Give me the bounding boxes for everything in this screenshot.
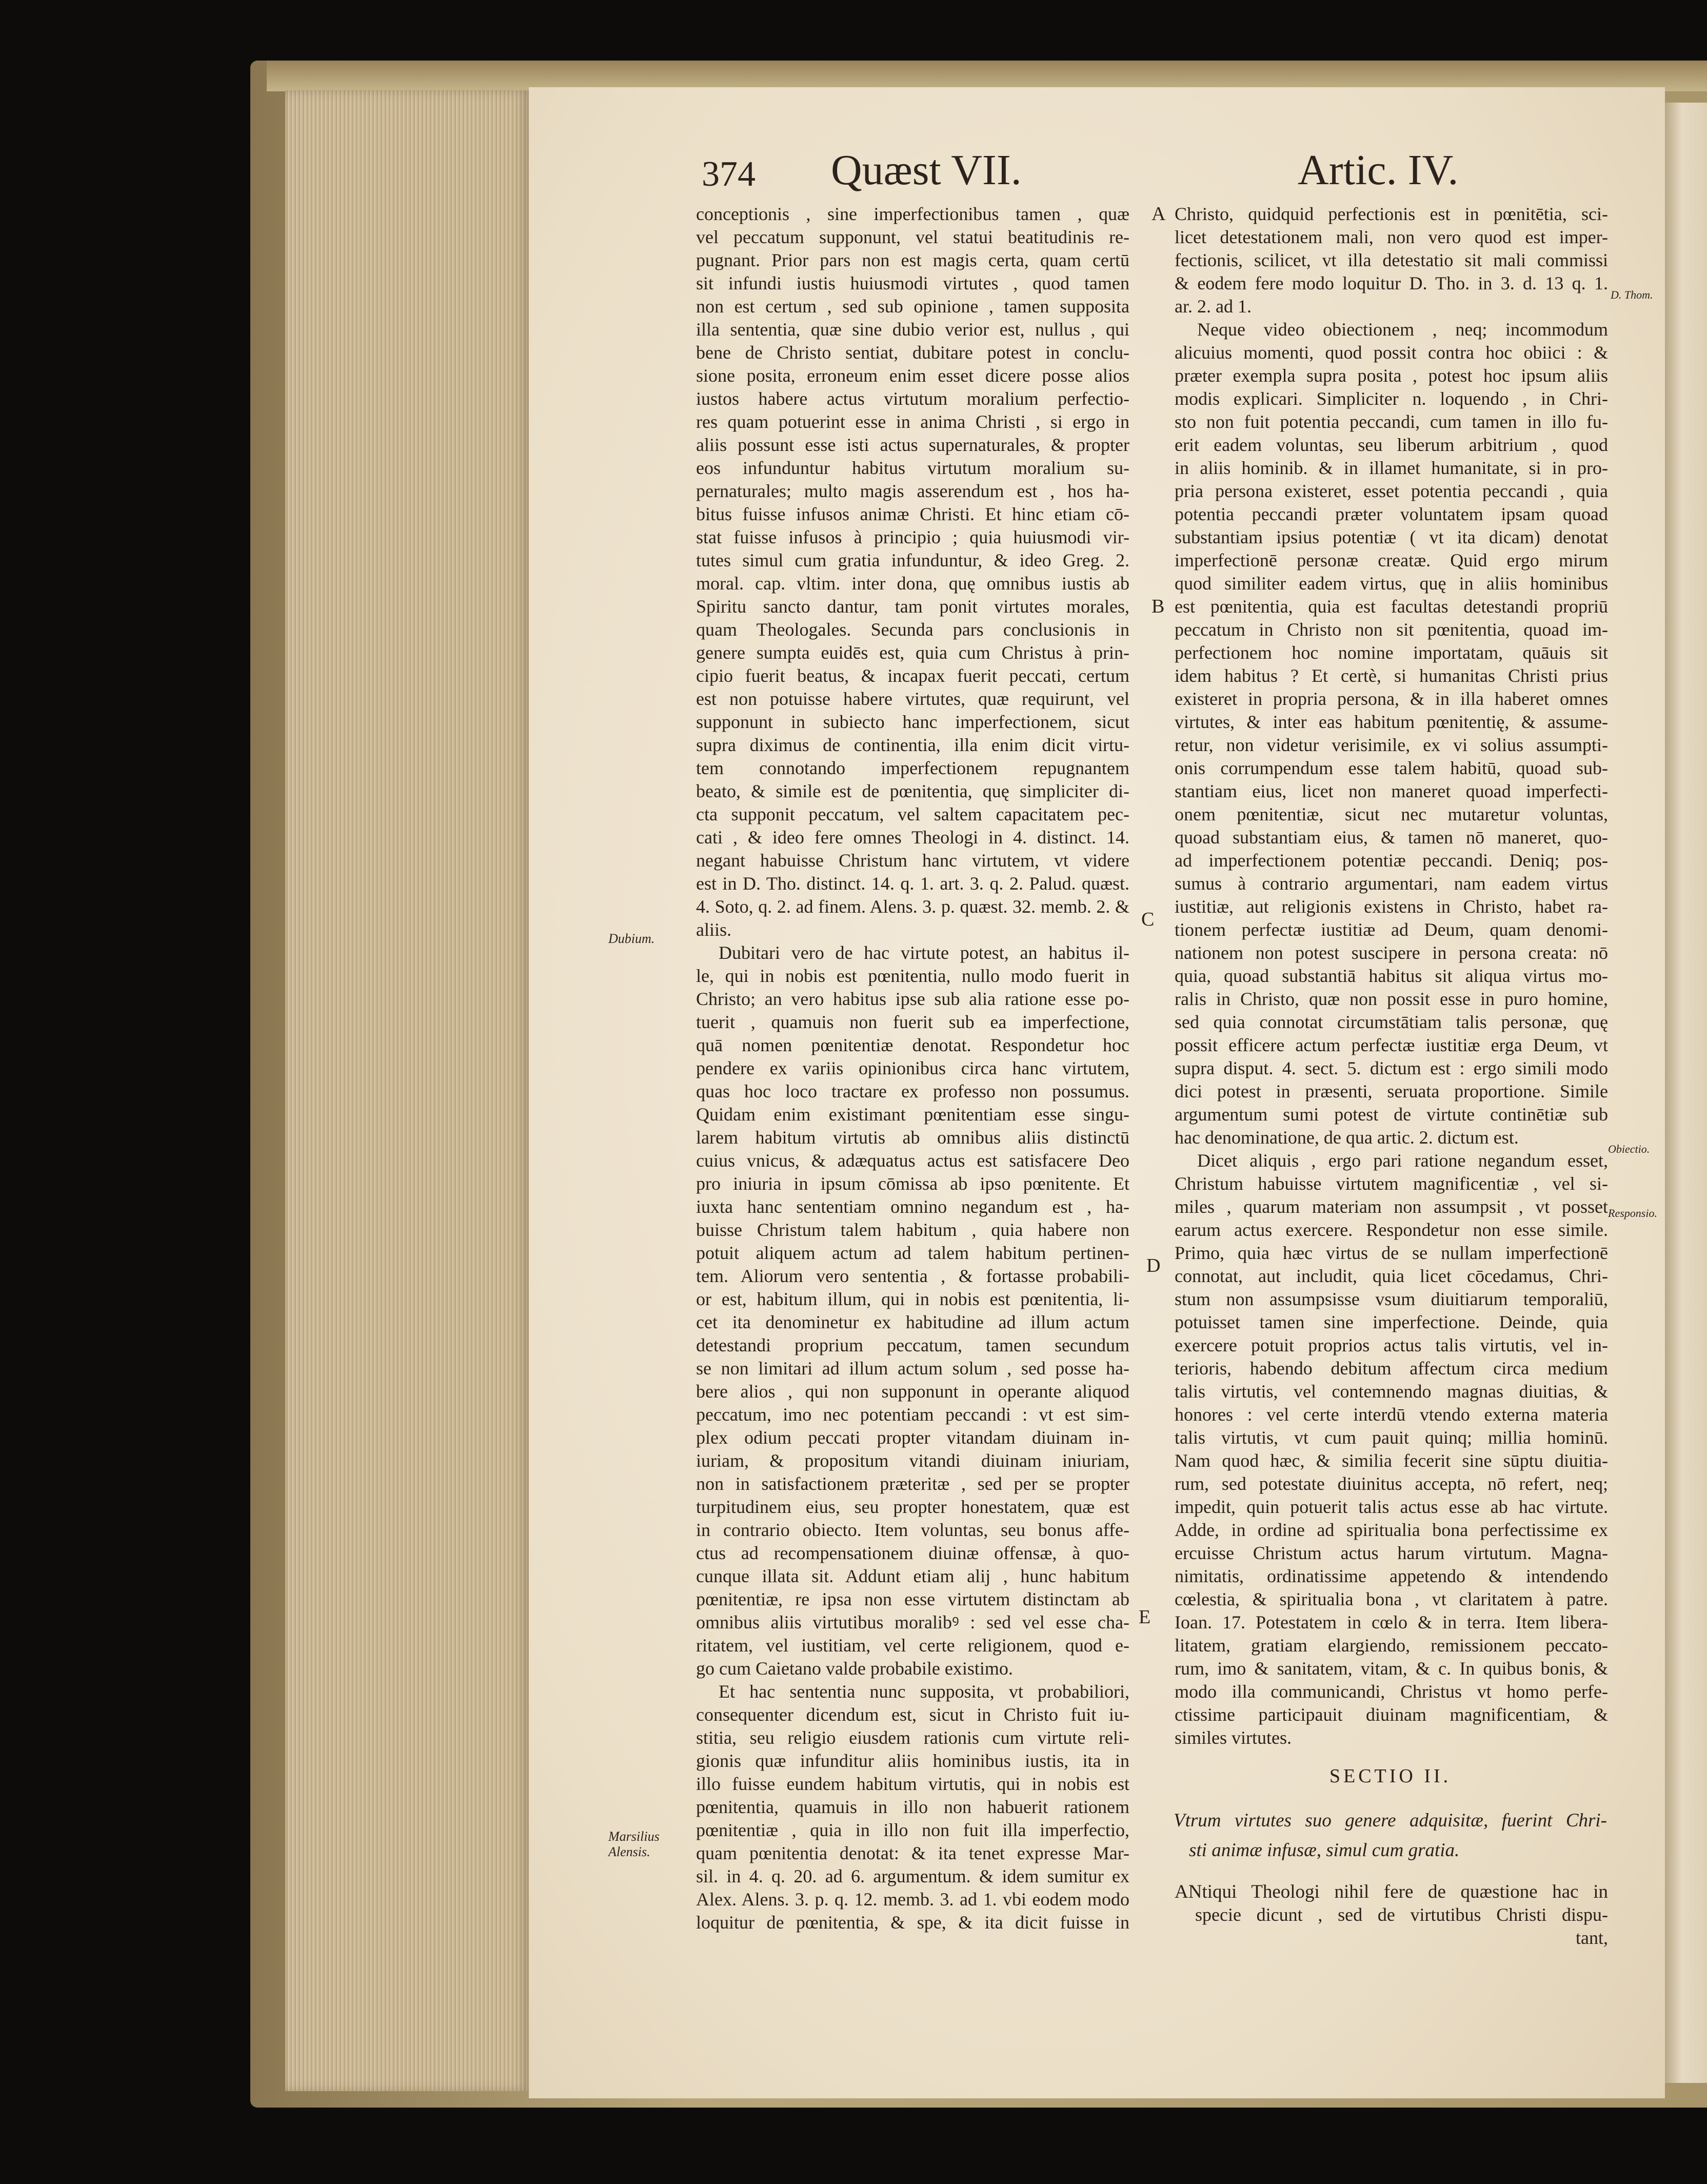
paragraph bbox=[1175, 203, 1608, 318]
text-line: earum actus exercere. Respondetur non esse simile. bbox=[1175, 1219, 1608, 1240]
section-marker-c: C bbox=[1141, 909, 1155, 930]
text-line: cta supponit peccatum, vel saltem capacitatem pec- bbox=[696, 804, 1129, 824]
text-line: fectionis, scilicet, vt illa detestatio sit mali commissi bbox=[1175, 250, 1608, 270]
paragraph bbox=[696, 941, 1129, 1680]
text-line: honores : vel certe interdū vtendo externa materia bbox=[1175, 1404, 1608, 1425]
text-line: cati , & ideo fere omnes Theologi in 4. distinct. 14. bbox=[696, 827, 1129, 848]
text-line: tem. Aliorum vero sententia , & fortasse probabili- bbox=[696, 1266, 1129, 1286]
text-line: stum non assumpsisse vsum diuitiarum temporaliū, bbox=[1175, 1289, 1608, 1309]
text-line: Christo; an vero habitus ipse sub alia ratione esse po- bbox=[696, 989, 1129, 1009]
running-head-right: Artic. IV. bbox=[1298, 146, 1459, 194]
text-line: loquitur de pœnitentia, & spe, & ita dicit fuisse in bbox=[696, 1912, 1129, 1933]
text-line: res quam potuerint esse in anima Christi , si ergo in bbox=[696, 411, 1129, 432]
text-line: cet ita denominetur ex habitudine ad illum actum bbox=[696, 1312, 1129, 1332]
section-marker-b: B bbox=[1152, 596, 1165, 617]
text-line: supponunt in subiecto hanc imperfectionem, sicut bbox=[696, 712, 1129, 732]
margin-note-obiectio: Obiectio. bbox=[1608, 1143, 1650, 1155]
text-line: Quidam enim existimant pœnitentiam esse singu- bbox=[696, 1104, 1129, 1125]
margin-note-dthom: D. Thom. bbox=[1611, 288, 1653, 301]
text-line: le, qui in nobis est pœnitentia, nullo modo fuerit in bbox=[696, 966, 1129, 986]
text-line: negant habuisse Christum hanc virtutem, vt videre bbox=[696, 850, 1129, 871]
text-line: Nam quod hæc, & similia fecerit sine sūptu diuitia- bbox=[1175, 1450, 1608, 1471]
text-line: cuius vnicus, & adæquatus actus est satisfacere Deo bbox=[696, 1150, 1129, 1171]
text-line: quas hoc loco tractare ex professo non possumus. bbox=[696, 1081, 1129, 1101]
text-line: rum, imo & sanitatem, vitam, & c. In quibus bonis, & bbox=[1175, 1658, 1608, 1679]
text-line: alicuius momenti, quod possit contra hoc obiici : & bbox=[1175, 342, 1608, 363]
margin-note-marsilius: Marsilius Alensis. bbox=[608, 1829, 660, 1859]
text-line: supra disput. 4. sect. 5. dictum est : ergo simili modo bbox=[1175, 1058, 1608, 1078]
text-line: Neque video obiectionem , neq; incommodum bbox=[1197, 319, 1608, 340]
text-line: ritatem, vel iustitiam, vel certe religionem, quod e- bbox=[696, 1635, 1129, 1656]
text-line: ar. 2. ad 1. bbox=[1175, 296, 1252, 317]
text-line: 4. Soto, q. 2. ad finem. Alens. 3. p. quæst. 32. memb. 2. & bbox=[696, 896, 1129, 917]
text-line: cunque illata sit. Addunt etiam alij , hunc habitum bbox=[696, 1566, 1129, 1586]
text-line: modo illa communicandi, Christus vt homo perfe- bbox=[1175, 1681, 1608, 1702]
text-line: eos infunduntur habitus virtutum moralium su- bbox=[696, 458, 1129, 478]
text-line: pœnitentiæ, re ipsa non esse virtutem distinctam ab bbox=[696, 1589, 1129, 1609]
text-line: ANtiqui Theologi nihil fere de quæstione hac in bbox=[1175, 1881, 1608, 1902]
text-line: hac denominatione, de qua artic. 2. dictum est. bbox=[1175, 1127, 1519, 1148]
text-line: Christo, quidquid perfectionis est in pœnitētia, sci- bbox=[1175, 204, 1608, 224]
text-line: turpitudinem eius, seu propter honestatem, quæ est bbox=[696, 1497, 1129, 1517]
text-line: quā nomen pœnitentiæ denotat. Respondetur hoc bbox=[696, 1035, 1129, 1055]
text-line: ralis in Christo, quæ non possit esse in puro homine, bbox=[1175, 989, 1608, 1009]
text-line: detestandi proprium peccatum, tamen secundum bbox=[696, 1335, 1129, 1355]
text-line: ctus ad recompensationem diuinæ offensæ, à quo- bbox=[696, 1543, 1129, 1563]
section-question-line: sti animæ infusæ, simul cum gratia. bbox=[1189, 1840, 1460, 1861]
text-line: stantiam eius, licet non maneret quoad imperfecti- bbox=[1175, 781, 1608, 801]
text-line: possit efficere actum perfectæ iustitiæ erga Deum, vt bbox=[1175, 1035, 1608, 1055]
text-line: iuriam, & propositum vitandi diuinam iniuriam, bbox=[696, 1450, 1129, 1471]
text-line: sil. in 4. q. 20. ad 6. argumentum. & idem sumitur ex bbox=[696, 1866, 1129, 1886]
text-line: pugnant. Prior pars non est magis certa, quam certū bbox=[696, 250, 1129, 270]
text-line: Dicet aliquis , ergo pari ratione negandum esset, bbox=[1197, 1150, 1608, 1171]
text-line: tant, bbox=[1576, 1927, 1608, 1948]
section-marker-a: A bbox=[1152, 203, 1166, 225]
section-marker-d: D bbox=[1146, 1255, 1161, 1276]
text-line: peccatum, imo nec potentiam peccandi : vt est sim- bbox=[696, 1404, 1129, 1425]
text-line: litatem, gratiam elargiendo, remissionem peccato- bbox=[1175, 1635, 1608, 1656]
text-line: ctissime participauit diuinam magnificentiam, & bbox=[1175, 1704, 1608, 1725]
text-line: potentia peccandi præter voluntatem ipsam quoad bbox=[1175, 504, 1608, 524]
text-line: bitus fuisse infusos animæ Christi. Et hinc etiam cō- bbox=[696, 504, 1129, 524]
text-line: ad imperfectionem potentiæ peccandi. Deniq; pos- bbox=[1175, 850, 1608, 871]
text-line: vel peccatum supponunt, vel statui beatitudinis re- bbox=[696, 227, 1129, 247]
text-line: illo fuisse eundem habitum virtutis, qui in nobis est bbox=[696, 1774, 1129, 1794]
text-line: Spiritu sancto dantur, tam ponit virtutes morales, bbox=[696, 596, 1129, 617]
text-line: sto non fuit potentia peccandi, cum tamen in illo fu- bbox=[1175, 411, 1608, 432]
text-line: nimitatis, ordinatissime appetendo & intendendo bbox=[1175, 1566, 1608, 1586]
text-line: substantiam ipsius potentiæ ( vt ita dicam) denotat bbox=[1175, 527, 1608, 547]
text-line: potuisset tamen sine imperfectione. Deinde, quia bbox=[1175, 1312, 1608, 1332]
text-line: & eodem fere modo loquitur D. Tho. in 3. d. 13 q. 1. bbox=[1175, 273, 1608, 293]
text-line: buisse Christum talem habitum , quia habere non bbox=[696, 1219, 1129, 1240]
text-line: iuxta hanc sententiam omnino negandum est , ha- bbox=[696, 1196, 1129, 1217]
paragraph bbox=[696, 1680, 1129, 1934]
text-line: onem pœnitentiæ, sicut nec mutaretur voluntas, bbox=[1175, 804, 1608, 824]
text-line: pro iniuria in ipsum cōmissa ab ipso pœnitente. Et bbox=[696, 1173, 1129, 1194]
text-line: sit infundi iustis huiusmodi virtutes , quod tamen bbox=[696, 273, 1129, 293]
text-line: Dubitari vero de hac virtute potest, an habitus il- bbox=[719, 942, 1129, 963]
text-line: virtutes, & inter eas habitum pœnitentię, & assume- bbox=[1175, 712, 1608, 732]
text-line: consequenter dicendum est, sicut in Christo fuit iu- bbox=[696, 1704, 1129, 1725]
text-line: stitia, seu religio eiusdem rationis cum virtute reli- bbox=[696, 1727, 1129, 1748]
text-line: moral. cap. vltim. inter dona, quę omnibus iustis ab bbox=[696, 573, 1129, 594]
text-line: est in D. Tho. distinct. 14. q. 1. art. 3. q. 2. Palud. quæst. bbox=[696, 873, 1129, 894]
text-line: aliis. bbox=[696, 919, 731, 940]
text-line: similes virtutes. bbox=[1175, 1727, 1292, 1748]
text-line: ercuisse Christum actus harum virtutum. Magna- bbox=[1175, 1543, 1608, 1563]
text-line: talis virtutis, vel contemnendo magnas diuitias, & bbox=[1175, 1381, 1608, 1402]
paragraph bbox=[696, 203, 1129, 941]
text-line: se non limitari ad illum actum solum , sed posse ha- bbox=[696, 1358, 1129, 1379]
text-line: iustitiæ, aut religionis existens in Christo, habet ra- bbox=[1175, 896, 1608, 917]
section-heading: SECTIO II. bbox=[1329, 1765, 1452, 1787]
text-line: sumus à contrario argumentari, nam eadem virtus bbox=[1175, 873, 1608, 894]
text-line: non in satisfactionem præteritæ , sed per se propter bbox=[696, 1473, 1129, 1494]
text-line: pœnitentiæ , quia in illo non fuit illa imperfectio, bbox=[696, 1820, 1129, 1840]
text-line: perfectionem hoc nomine importatam, quāuis sit bbox=[1175, 642, 1608, 663]
right-text-column bbox=[1175, 203, 1608, 1749]
text-line: bene de Christo sentiat, dubitare potest in conclu- bbox=[696, 342, 1129, 363]
text-line: est pœnitentia, quia est facultas detestandi propriū bbox=[1175, 596, 1608, 617]
text-line: cipio fuerit beatus, & incapax fuerit peccati, certum bbox=[696, 665, 1129, 686]
text-line: stat fuisse infusos à principio ; quia huiusmodi vir- bbox=[696, 527, 1129, 547]
text-line: tuerit , quamuis non fuerit sub ea imperfectione, bbox=[696, 1012, 1129, 1032]
text-line: modis explicari. Simpliciter n. loquendo , in Chri- bbox=[1175, 388, 1608, 409]
text-line: Christum habuisse virtutem magnificentiæ , vel si- bbox=[1175, 1173, 1608, 1194]
text-line: larem habitum virtutis ab omnibus aliis distinctū bbox=[696, 1127, 1129, 1148]
text-line: Adde, in ordine ad spiritualia bona perfectissime ex bbox=[1175, 1520, 1608, 1540]
text-line: iustos habere actus virtutum moralium perfectio- bbox=[696, 388, 1129, 409]
left-text-column bbox=[696, 203, 1129, 1934]
text-line: illa sententia, quæ sine dubio verior est, nullus , qui bbox=[696, 319, 1129, 340]
text-line: est non potuisse habere virtutes, quæ requirunt, vel bbox=[696, 688, 1129, 709]
text-line: terioris, habendo debitum affectum circa medium bbox=[1175, 1358, 1608, 1379]
text-line: sione posita, erroneum enim esset dicere posse alios bbox=[696, 365, 1129, 386]
text-line: idem habitus ? Et certè, si humanitas Christi prius bbox=[1175, 665, 1608, 686]
text-line: or est, habitum illum, qui in nobis est pœnitentia, li- bbox=[696, 1289, 1129, 1309]
text-line: nationem non potest suscipere in persona creata: nō bbox=[1175, 942, 1608, 963]
margin-note-responsio: Responsio. bbox=[1608, 1207, 1657, 1219]
text-line: pendere ex variis opinionibus circa hanc virtutem, bbox=[696, 1058, 1129, 1078]
text-line: Alex. Alens. 3. p. q. 12. memb. 3. ad 1. vbi eodem modo bbox=[696, 1889, 1129, 1910]
text-line: non est certum , sed sub opinione , tamen supposita bbox=[696, 296, 1129, 317]
text-line: quia, quoad substantiā habitus sit aliqua virtus mo- bbox=[1175, 966, 1608, 986]
text-line: impedit, quin potuerit talis actus esse ab hac virtute. bbox=[1175, 1497, 1608, 1517]
text-line: talis virtutis, vt cum pauit quinq; millia hominū. bbox=[1175, 1427, 1608, 1448]
section-marker-e: E bbox=[1139, 1606, 1151, 1628]
text-line: go cum Caietano valde probabile existimo. bbox=[696, 1658, 1013, 1679]
text-line: supra diximus de continentia, illa enim dicit virtu- bbox=[696, 735, 1129, 755]
text-line: tionem perfectæ iustitiæ ad Deum, quam denomi- bbox=[1175, 919, 1608, 940]
text-line: beato, & simile est de pœnitentia, quę simpliciter di- bbox=[696, 781, 1129, 801]
book-cover-top-edge bbox=[267, 61, 1707, 91]
text-line: quam Theologales. Secunda pars conclusionis in bbox=[696, 619, 1129, 640]
text-line: rum, sed potestate diuinitus accepta, nō refert, neq; bbox=[1175, 1473, 1608, 1494]
section-paragraph bbox=[1175, 1880, 1608, 1950]
text-line: in contrario obiecto. Item voluntas, seu bonus affe- bbox=[696, 1520, 1129, 1540]
text-line: quoad substantiam eius, & tamen nō maneret, quo- bbox=[1175, 827, 1608, 848]
margin-note-dubium: Dubium. bbox=[608, 931, 655, 946]
text-line: quam pœnitentia denotat: & ita tenet expresse Mar- bbox=[696, 1843, 1129, 1863]
running-head-left: Quæst VII. bbox=[831, 146, 1022, 194]
facing-page-edge bbox=[1665, 103, 1707, 2083]
text-line: argumentum sumi potest de virtute continētiæ sub bbox=[1175, 1104, 1608, 1125]
text-line: peccatum in Christo non sit pœnitentia, quoad im- bbox=[1175, 619, 1608, 640]
text-line: imperfectionē personæ creatæ. Quid ergo mirum bbox=[1175, 550, 1608, 570]
text-line: specie dicunt , sed de virtutibus Christi dispu- bbox=[1195, 1904, 1608, 1925]
text-line: potuit aliquem actum ad talem habitum pertinen- bbox=[696, 1243, 1129, 1263]
text-line: in aliis hominib. & in illamet humanitate, si in pro- bbox=[1175, 458, 1608, 478]
text-line: conceptionis , sine imperfectionibus tamen , quæ bbox=[696, 204, 1129, 224]
text-line: Et hac sententia nunc supposita, vt probabiliori, bbox=[719, 1681, 1129, 1702]
text-line: connotat, aut includit, quia licet cōcedamus, Chri- bbox=[1175, 1266, 1608, 1286]
text-line: tutes simul cum gratia infunduntur, & ideo Greg. 2. bbox=[696, 550, 1129, 570]
text-line: plex odium peccati propter vitandam diuinam in- bbox=[696, 1427, 1129, 1448]
text-line: cœlestia, & spiritualia bona , vt claritatem à patre. bbox=[1175, 1589, 1608, 1609]
text-line: præter exempla supra posita , potest hoc ipsum aliis bbox=[1175, 365, 1608, 386]
text-line: aliis possunt esse isti actus supernaturales, & propter bbox=[696, 435, 1129, 455]
text-line: erit eadem voluntas, seu liberum arbitrium , quod bbox=[1175, 435, 1608, 455]
text-line: retur, non videtur verisimile, ex vi solius assumpti- bbox=[1175, 735, 1608, 755]
text-line: genere sumpta euidēs est, quia cum Christus à prin- bbox=[696, 642, 1129, 663]
text-line: tem connotando imperfectionem repugnantem bbox=[696, 758, 1129, 778]
text-line: gionis quæ infunditur aliis hominibus iustis, ita in bbox=[696, 1750, 1129, 1771]
text-line: Primo, quia hæc virtus de se nullam imperfectionē bbox=[1175, 1243, 1608, 1263]
paragraph bbox=[1175, 1149, 1608, 1749]
section-question-line: Vtrum virtutes suo genere adquisitæ, fuerint Chri- bbox=[1174, 1810, 1607, 1831]
section-question bbox=[1174, 1806, 1607, 1865]
text-line: omnibus aliis virtutibus moralibꝰ : sed vel esse cha- bbox=[696, 1612, 1129, 1632]
text-line: exercere potuit proprios actus talis virtutis, vel in- bbox=[1175, 1335, 1608, 1355]
text-line: dici potest in præsenti, seruata proportione. Simile bbox=[1175, 1081, 1608, 1101]
text-line: onis corrumpendum esse talem habitū, quoad sub- bbox=[1175, 758, 1608, 778]
paragraph bbox=[1175, 318, 1608, 1149]
text-line: Ioan. 17. Potestatem in cœlo & in terra. Item libera- bbox=[1175, 1612, 1608, 1632]
text-line: sed quia connotat circumstātiam talis personæ, quę bbox=[1175, 1012, 1608, 1032]
page-stack-edge bbox=[285, 90, 529, 2091]
text-line: pria persona existeret, esset potentia peccandi , quia bbox=[1175, 481, 1608, 501]
page-number: 374 bbox=[702, 154, 756, 194]
text-line: miles , quarum materiam non assumpsit , vt posset bbox=[1175, 1196, 1608, 1217]
text-line: licet detestationem mali, non vero quod est imper- bbox=[1175, 227, 1608, 247]
text-line: pœnitentia, quamuis in illo non habuerit rationem bbox=[696, 1797, 1129, 1817]
text-line: pernaturales; multo magis asserendum est , hos ha- bbox=[696, 481, 1129, 501]
text-line: bere alios , qui non supponunt in operante aliquod bbox=[696, 1381, 1129, 1402]
text-line: quod similiter eadem virtus, quę in aliis hominibus bbox=[1175, 573, 1608, 594]
text-line: existeret in propria persona, & in illa haberet omnes bbox=[1175, 688, 1608, 709]
